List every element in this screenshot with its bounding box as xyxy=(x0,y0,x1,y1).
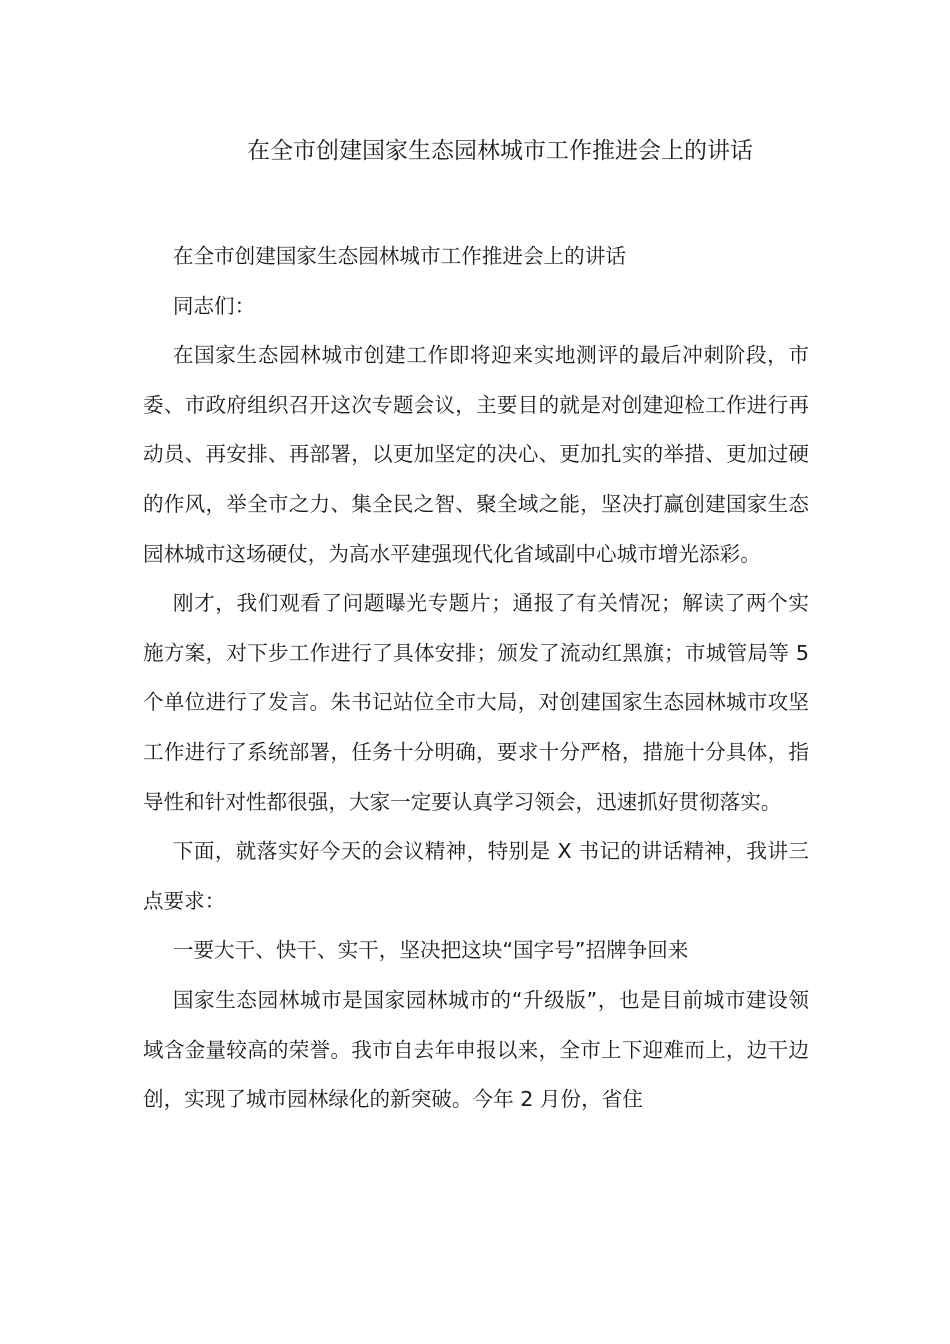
paragraph-heading: 在全市创建国家生态园林城市工作推进会上的讲话 xyxy=(172,244,626,268)
section-heading-1: 一要大干、快干、实干，坚决把这块“国字号”招牌争回来 xyxy=(172,938,689,963)
paragraph-section-1: 国家生态园林城市是国家园林城市的“升级版”，也是目前城市建设领域含金量较高的荣誉。我市自去年申报以来，全市上下迎难而上，边干边创，实现了城市园林绿化的新突破。今年 2 月份，省住 xyxy=(143,987,809,1112)
paragraph-review: 刚才，我们观看了问题曝光专题片；通报了有关情况；解读了两个实施方案，对下步工作进行了具体安排；颁发了流动红黑旗；市城管局等 5 个单位进行了发言。朱书记站位全市大局，对创建国家生态园林城市攻坚工作进行了系统部署，任务十分明确，要求十分严格，措施十分具体，指导性和针对性都很强，大家一定要认真学习领会，迅速抓好贯彻落实。 xyxy=(143,591,809,814)
paragraph-intro: 在国家生态园林城市创建工作即将迎来实地测评的最后冲刺阶段，市委、市政府组织召开这次专题会议，主要目的就是对创建迎检工作进行再动员、再安排、再部署，以更加坚定的决心、更加扎实的举措、更加过硬的作风，举全市之力、集全民之智、聚全域之能，坚决打赢创建国家生态园林城市这场硬仗，为高水平建强现代化省域副中心城市增光添彩。 xyxy=(143,343,809,566)
paragraph-salutation: 同志们： xyxy=(172,293,256,318)
document-title: 在全市创建国家生态园林城市工作推进会上的讲话 xyxy=(247,138,753,164)
document-body xyxy=(143,232,809,1125)
paragraph-requirements-lead: 下面，就落实好今天的会议精神，特别是 X 书记的讲话精神，我讲三点要求： xyxy=(143,839,809,913)
